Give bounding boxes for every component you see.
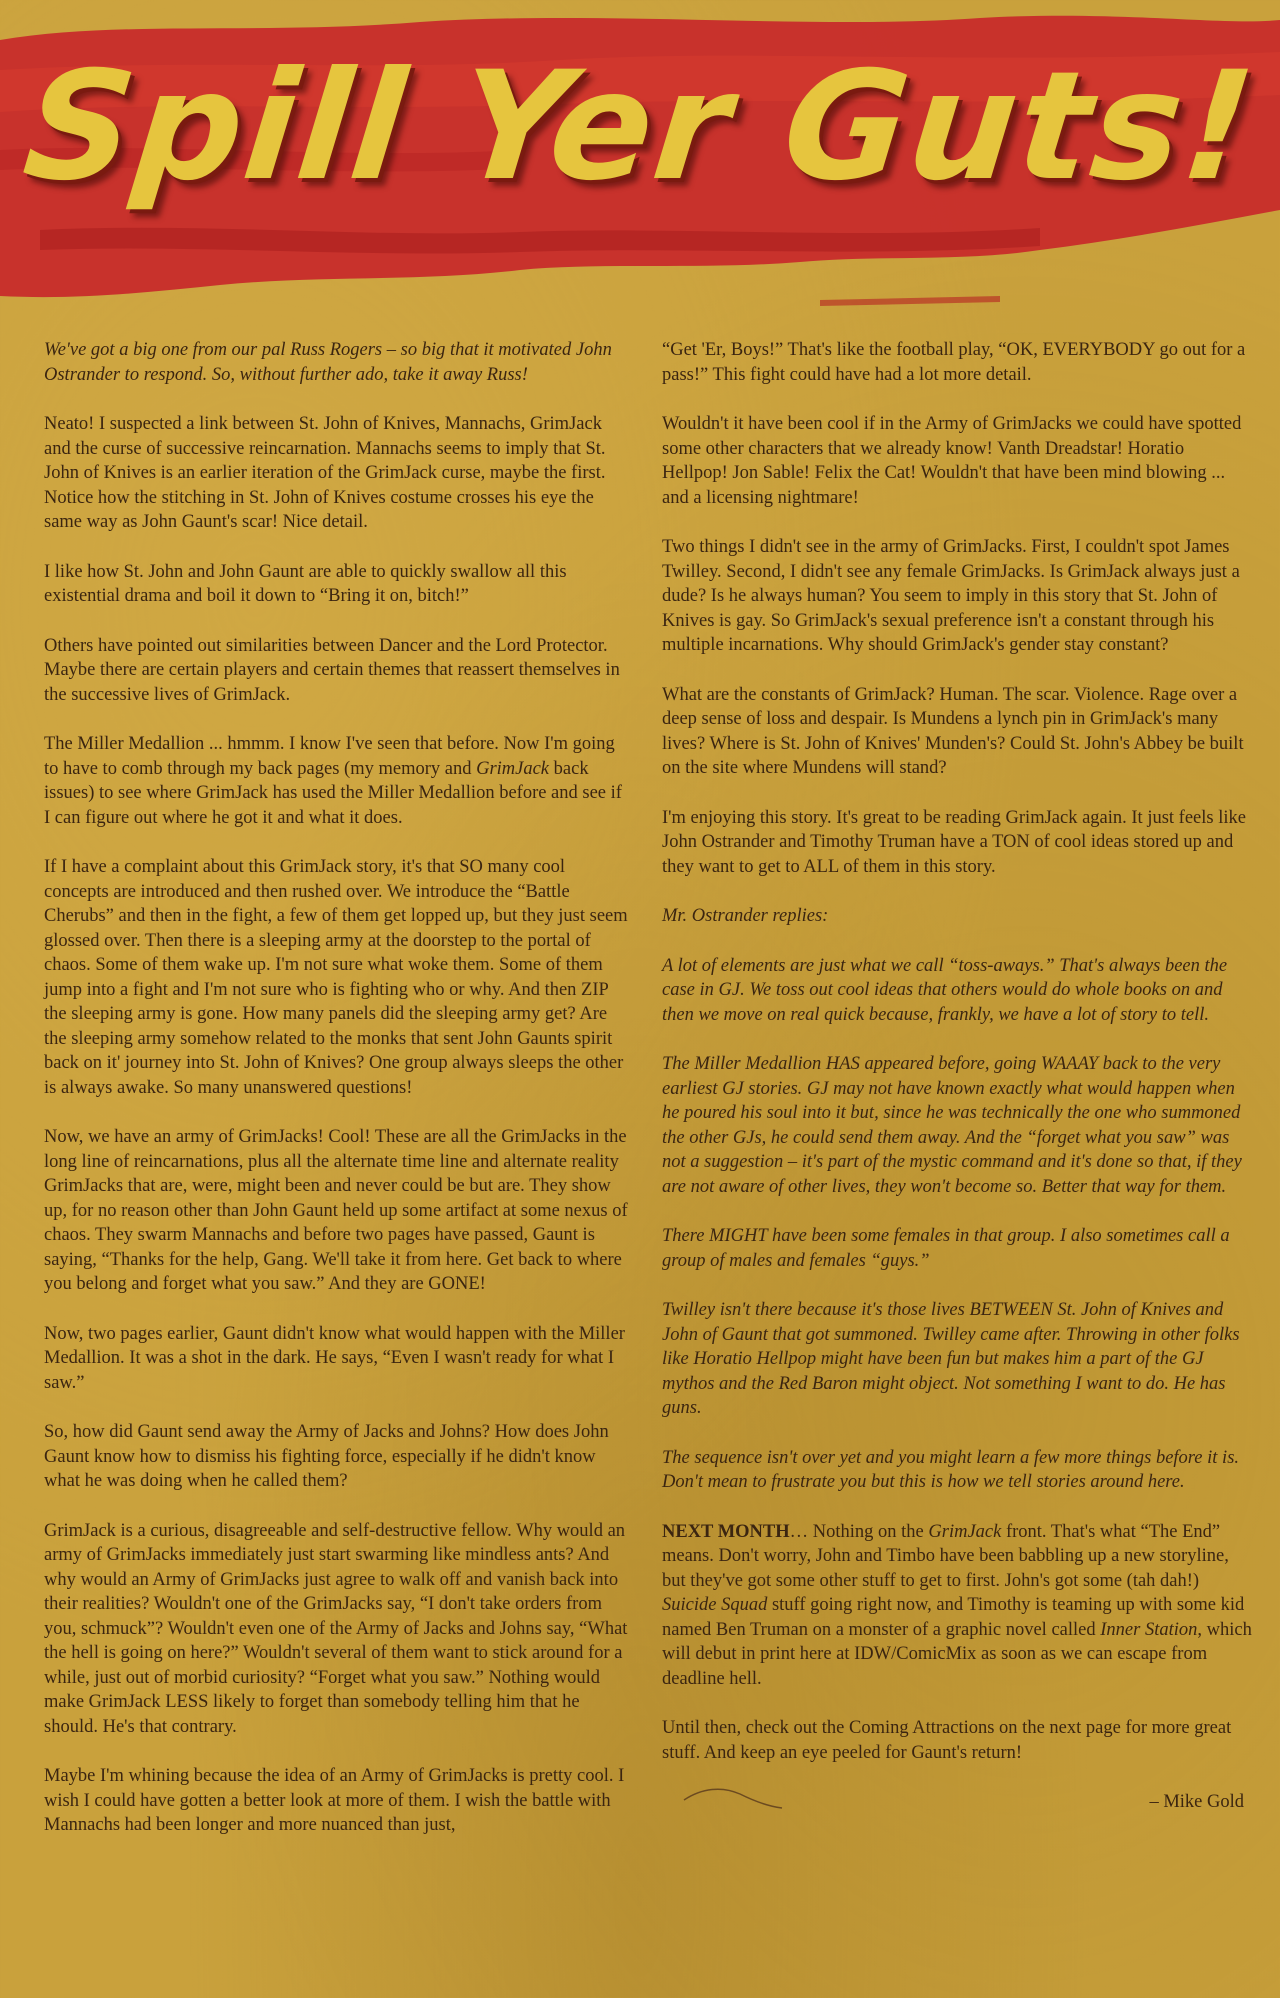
letter-paragraph: Neato! I suspected a link between St. John of Knives, Mannachs, GrimJack and the curse of successive reincarnation. Mannachs seems to imply that St. John of Knives is an earlier iteration of the GrimJack curse, maybe the first. Notice how the stitching in St. John of Knives costume crosses his eye the same way as John Gaunt's scar! Nice detail. bbox=[44, 414, 606, 532]
letter-paragraph: I'm enjoying this story. It's great to be reading GrimJack again. It just feels like John Ostrander and Timothy Truman have a TON of cool ideas stored up and they want to get to ALL of them in this story. bbox=[662, 807, 1246, 877]
letter-paragraph: GrimJack is a curious, disagreeable and self-destructive fellow. Why would an army of GrimJacks immediately just start swarming like mindless ants? And why would an Army of GrimJacks just agree to walk off and vanish back into their realities? Wouldn't one of the GrimJacks say, “I don't take orders from you, schmuck”? Wouldn't even one of the Army of Jacks and Johns say, “What the hell is going on here?” Wouldn't several of them want to stick around for a while, just out of morbid curiosity? “Forget what you saw.” Nothing would make GrimJack LESS likely to forget than somebody telling him that he should. He's that contrary. bbox=[44, 1520, 628, 1737]
closing-paragraph: Until then, check out the Coming Attractions on the next page for more great stuff. And keep an eye peeled for Gaunt's return! bbox=[662, 1718, 1232, 1763]
next-month-paragraph: NEXT MONTH… Nothing on the GrimJack front. That's what “The End” means. Don't worry, John and Timbo have been babbling up a new storyline, but they've got some other stuff to get to first. John's got some (tah dah!) Suicide Squad stuff going right now, and Timothy is teaming up with some kid named Ben Truman on a monster of a graphic novel called Inner Station, which will debut in print here at IDW/ComicMix as soon as we can escape from deadline hell. bbox=[662, 1521, 1252, 1689]
reply-paragraph: A lot of elements are just what we call “toss-aways.” That's always been the case in GJ. We toss out cool ideas that others would do whole books on and then we move on real quick because, frankly, we have a lot of story to tell. bbox=[662, 955, 1228, 1025]
letter-paragraph: Maybe I'm whining because the idea of an Army of GrimJacks is pretty cool. I wish I could have gotten a better look at more of them. I wish the battle with Mannachs had been longer and more nuanced than just, bbox=[44, 1766, 625, 1835]
letter-paragraph: “Get 'Er, Boys!” That's like the football play, “OK, EVERYBODY go out for a pass!” This fight could have had a lot more detail. bbox=[662, 340, 1246, 385]
intro-paragraph: We've got a big one from our pal Russ Rogers – so big that it motivated John Ostrander to respond. So, without further ado, take it away Russ! bbox=[44, 340, 612, 385]
right-column bbox=[662, 338, 1252, 1830]
letter-paragraph: If I have a complaint about this GrimJack story, it's that SO many cool concepts are introduced and then rushed over. We introduce the “Battle Cherubs” and then in the fight, a few of them get lopped up, but they just seem glossed over. Then there is a sleeping army at the doorstep to the portal of chaos. Some of them wake up. I'm not sure what woke them. Some of them jump into a fight and I'm not sure who is fighting who or why. And then ZIP the sleeping army is gone. How many panels did the sleeping army get? Are the sleeping army somehow related to the monks that sent John Gaunts spirit back on it' journey into St. John of Knives? One group always sleeps the other is always awake. So many unanswered questions! bbox=[44, 857, 628, 1098]
letter-paragraph: Others have pointed out similarities between Dancer and the Lord Protector. Maybe there are certain players and certain themes that reassert themselves in the successive lives of GrimJack. bbox=[44, 635, 620, 705]
letter-paragraph: So, how did Gaunt send away the Army of Jacks and Johns? How does John Gaunt know how to dismiss his fighting force, especially if he didn't know what he was doing when he called them? bbox=[44, 1422, 609, 1491]
letter-paragraph: Two things I didn't see in the army of GrimJacks. First, I couldn't spot James Twilley. Second, I didn't see any female GrimJacks. Is GrimJack always just a dude? Is he always human? You seem to imply in this story that St. John of Knives is gay. So GrimJack's sexual preference isn't a constant through his multiple incarnations. Why should GrimJack's gender stay constant? bbox=[662, 537, 1240, 655]
next-month-label: NEXT MONTH bbox=[662, 1521, 790, 1542]
reply-paragraph: The sequence isn't over yet and you might learn a few more things before it is. Don't mean to frustrate you but this is how we tell stories around here. bbox=[662, 1447, 1240, 1492]
reply-paragraph: Twilley isn't there because it's those lives BETWEEN St. John of Knives and John of Gaunt that got summoned. Twilley came after. Throwing in other folks like Horatio Hellpop might have been fun but makes him a part of the GJ mythos and the Red Baron might object. Not something I want to do. He has guns. bbox=[662, 1300, 1240, 1418]
letter-paragraph: Wouldn't it have been cool if in the Army of GrimJacks we could have spotted some other characters that we already know! Vanth Dreadstar! Horatio Hellpop! Jon Sable! Felix the Cat! Wouldn't that have been mind blowing ... and a licensing nightmare! bbox=[662, 414, 1242, 508]
letter-paragraph: What are the constants of GrimJack? Human. The scar. Violence. Rage over a deep sense of loss and despair. Is Mundens a lynch pin in GrimJack's many lives? Where is St. John of Knives' Munden's? Could St. John's Abbey be built on the site where Mundens will stand? bbox=[662, 684, 1244, 778]
signature-row bbox=[662, 1790, 1252, 1830]
letter-paragraph: Now, two pages earlier, Gaunt didn't know what would happen with the Miller Medallion. It was a shot in the dark. He says, “Even I wasn't ready for what I saw.” bbox=[44, 1323, 625, 1393]
reply-label: Mr. Ostrander replies: bbox=[662, 906, 829, 926]
left-column bbox=[44, 338, 630, 1838]
signature-scribble-icon bbox=[682, 1782, 792, 1812]
letter-paragraph-miller: The Miller Medallion ... hmmm. I know I've seen that before. Now I'm going to have to comb through my back pages (my memory and GrimJack back issues) to see where GrimJack has used the Miller Medallion before and see if I can figure out where he got it and what it does. bbox=[44, 734, 622, 828]
page-title: Spill Yer Guts! bbox=[16, 40, 1264, 214]
signature: – Mike Gold bbox=[1149, 1792, 1244, 1812]
title-banner bbox=[0, 0, 1280, 330]
reply-paragraph: The Miller Medallion HAS appeared before, going WAAAY back to the very earliest GJ stories. GJ may not have known exactly what would happen when he poured his soul into it but, since he was technically the one who summoned the other GJs, he could send them away. And the “forget what you saw” was not a suggestion – it's part of the mystic command and it's done so that, if they are not aware of other lives, they won't become so. Better that way for them. bbox=[662, 1054, 1242, 1197]
letter-paragraph: Now, we have an army of GrimJacks! Cool! These are all the GrimJacks in the long line of reincarnations, plus all the alternate time line and alternate reality GrimJacks that are, were, might been and never could be but are. They show up, for no reason other than John Gaunt held up some artifact at some nexus of chaos. They swarm Mannachs and before two pages have passed, Gaunt is saying, “Thanks for the help, Gang. We'll take it from here. Get back to where you belong and forget what you saw.” And they are GONE! bbox=[44, 1127, 628, 1294]
reply-paragraph: There MIGHT have been some females in that group. I also sometimes call a group of males and females “guys.” bbox=[662, 1226, 1230, 1271]
letter-paragraph: I like how St. John and John Gaunt are able to quickly swallow all this existential drama and boil it down to “Bring it on, bitch!” bbox=[44, 561, 567, 606]
